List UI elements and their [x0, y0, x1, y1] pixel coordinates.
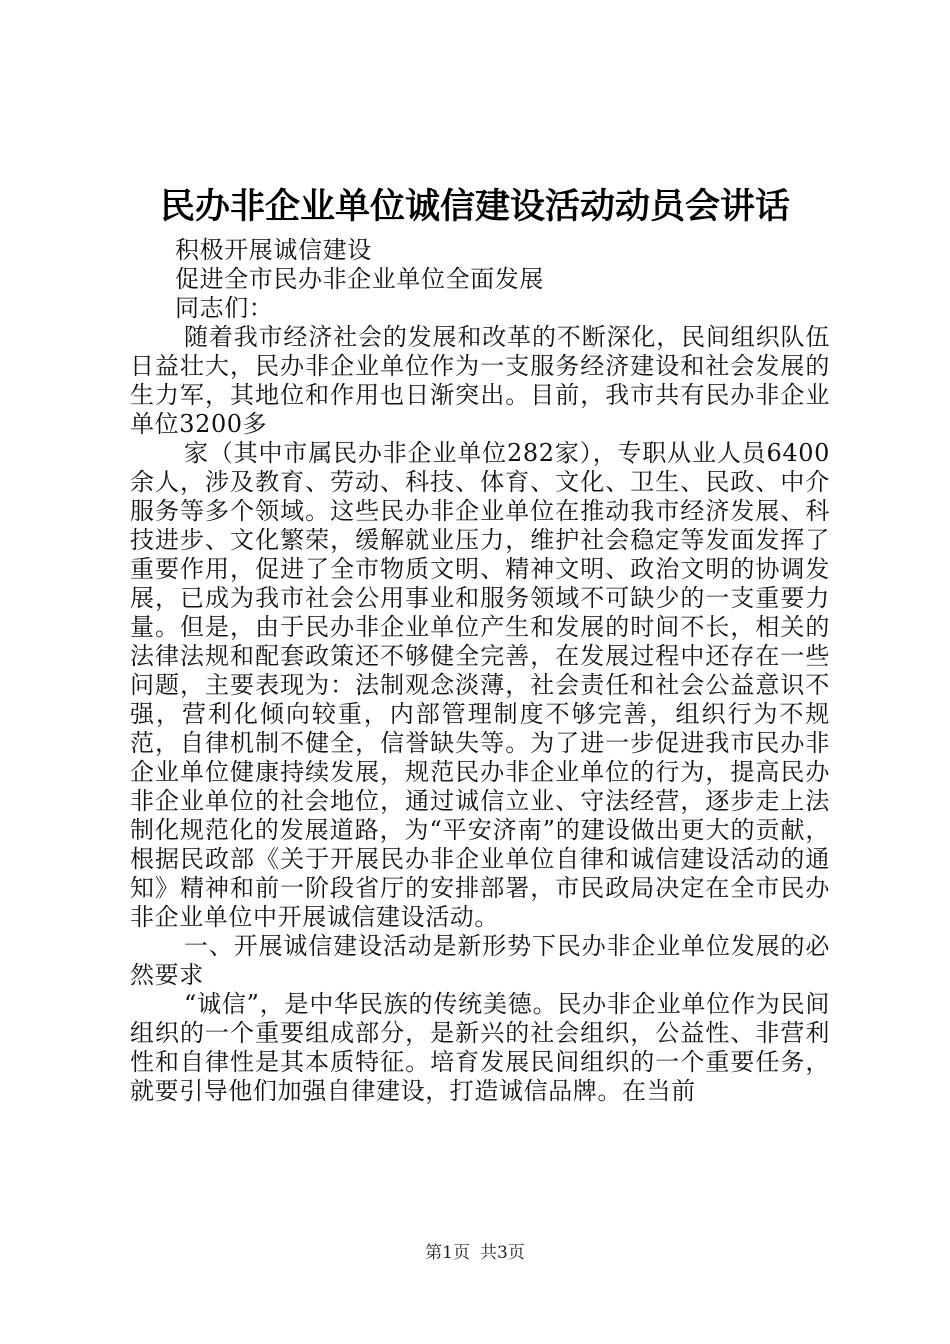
page-footer — [0, 1241, 950, 1265]
page-total: 共3页 — [480, 1243, 525, 1263]
document-body — [130, 236, 830, 1106]
document-title: 民办非企业单位诚信建设活动动员会讲话 — [159, 186, 790, 227]
paragraph-2: 家（其中市属民办非企业单位282家），专职从业人员6400余人，涉及教育、劳动、科技、体育、文化、卫生、民政、中介服务等多个领域。这些民办非企业单位在推动我市经济发展、科技进步、文化繁荣，缓解就业压力，维护社会稳定等发面发挥了重要作用，促进了全市物质文明、精神文明、政治文明的协调发展，已成为我市社会公用事业和服务领域不可缺少的一支重要力量。但是，由于民办非企业单位产生和发展的时间不长，相关的法律法规和配套政策还不够健全完善，在发展过程中还存在一些问题，主要表现为：法制观念淡薄，社会责任和社会公益意识不强，营利化倾向较重，内部管理制度不够完善，组织行为不规范，自律机制不健全，信誉缺失等。为了进一步促进我市民办非企业单位健康持续发展，规范民办非企业单位的行为，提高民办非企业单位的社会地位，通过诚信立业、守法经营，逐步走上法制化规范化的发展道路，为“平安济南”的建设做出更大的贡献，根据民政部《关于开展民办非企业单位自律和诚信建设活动的通知》精神和前一阶段省厅的安排部署，市民政局决定在全市民办非企业单位中开展诚信建设活动。 — [130, 439, 830, 931]
page-number: 第1页 — [425, 1243, 470, 1263]
paragraph-3: “诚信”，是中华民族的传统美德。民办非企业单位作为民间组织的一个重要组成部分，是新兴的社会组织，公益性、非营利性和自律性是其本质特征。培育发展民间组织的一个重要任务，就要引导他们加强自律建设，打造诚信品牌。在当前 — [130, 990, 830, 1105]
salutation: 同志们： — [175, 294, 274, 322]
section-heading-1: 一、开展诚信建设活动是新形势下民办非企业单位发展的必然要求 — [130, 932, 830, 989]
subtitle-line-1: 积极开展诚信建设 — [175, 236, 372, 264]
subtitle-line-2: 促进全市民办非企业单位全面发展 — [175, 265, 544, 293]
paragraph-1: 随着我市经济社会的发展和改革的不断深化，民间组织队伍日益壮大，民办非企业单位作为一支服务经济建设和社会发展的生力军，其地位和作用也日渐突出。目前，我市共有民办非企业单位3200多 — [130, 323, 830, 438]
